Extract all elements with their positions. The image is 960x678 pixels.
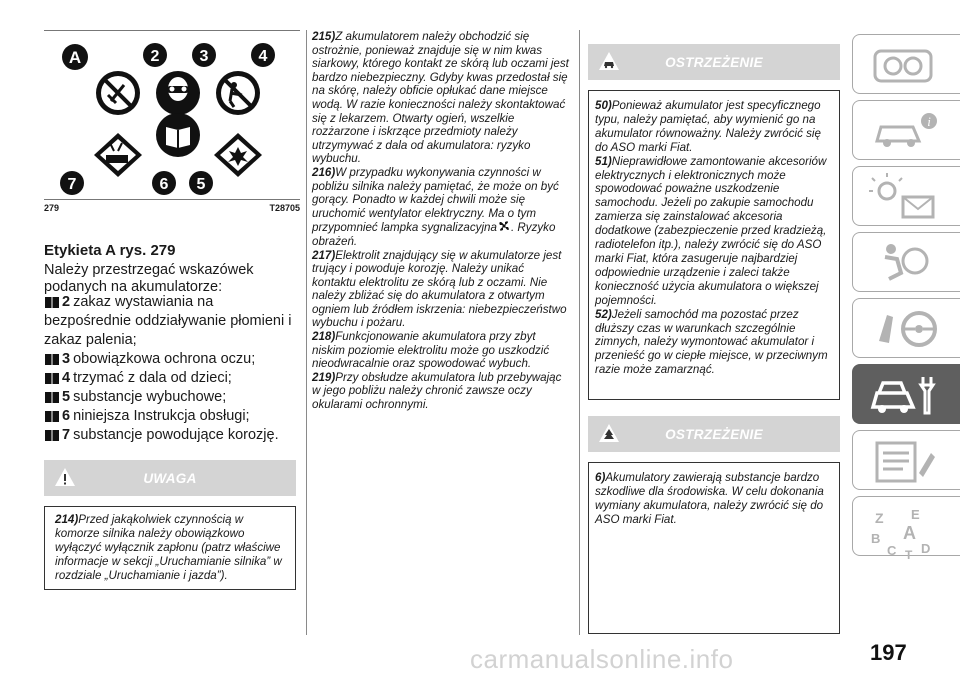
badge-2 — [143, 43, 167, 67]
column-middle — [312, 30, 570, 412]
svg-text:A: A — [903, 523, 916, 543]
book-icon — [44, 353, 60, 366]
figure-ref: T28705 — [269, 203, 300, 213]
steering-icon — [867, 305, 947, 353]
svg-text:i: i — [927, 114, 931, 129]
tab-steering[interactable] — [852, 298, 960, 358]
svg-text:7: 7 — [67, 176, 77, 193]
svg-text:2: 2 — [150, 48, 160, 65]
explosive-icon — [214, 133, 262, 177]
note-216: 216)W przypadku wykonywania czynności w pobliżu silnika należy pamiętać, że może on być gorący. Ponadto w każdej chwili może się uruchomić wentylator elektryczny. Ma o tym przypomnieć lampka sygnalizacyjna . Ryzyko obrażeń. — [312, 165, 559, 248]
tab-warning-lights[interactable] — [852, 166, 960, 226]
book-icon — [44, 410, 60, 423]
uwaga-title: UWAGA — [143, 470, 197, 486]
badge-a — [62, 44, 88, 70]
book-icon — [44, 391, 60, 404]
svg-text:E: E — [911, 507, 920, 522]
list-item: 4 trzymać z dala od dzieci; — [44, 369, 300, 388]
list-item-continuation: bezpośrednie oddziaływanie płomieni i zakaz palenia; — [44, 313, 292, 348]
car-warning-icon — [598, 50, 620, 72]
warning1-body: 50)Ponieważ akumulator jest specyficznego typu, należy pamiętać, aby wymienić go na akumulator równoważny. Należy zwrócić się do ASO marki Fiat. 51)Nieprawidłowe zamontowanie akcesoriów elektrycznych i elektronicznych może spowodować poważne uszkodzenie samochodu. Jeżeli po zakupie samochodu zamierza się zainstalować akcesoria dodatkowe (zabezpieczenie przed kradzieżą, radiotelefon itp.), należy zwrócić się do ASO marki Fiat, która zasugeruje najbardziej odpowiednie urządzenie i zaleci także konieczność użycia akumulatora o większej pojemności. 52)Jeżeli samochód ma pozostać przez dłuższy czas w warunkach szczególnie zimnych, należy wymontować akumulator i przenieść go w ciepłe miejsce, w przeciwnym razie może zamarznąć. — [588, 90, 840, 400]
section-title: Etykieta A rys. 279 — [44, 242, 176, 259]
dashboard-icon — [867, 41, 947, 89]
battery-label-illustration — [44, 31, 300, 201]
tab-airbag[interactable] — [852, 232, 960, 292]
car-info-icon — [867, 107, 947, 155]
badge-3 — [192, 43, 216, 67]
book-icon — [44, 372, 60, 385]
svg-text:B: B — [871, 531, 881, 546]
badge-4 — [251, 43, 275, 67]
battery-label-figure — [44, 30, 300, 200]
tab-dashboard[interactable] — [852, 34, 960, 94]
list-item: 7 substancje powodujące korozję. — [44, 426, 300, 445]
section-intro: Należy przestrzegać wskazówek podanych na akumulatorze: — [44, 262, 254, 295]
tab-maintenance[interactable] — [852, 364, 960, 424]
airbag-icon — [867, 239, 947, 287]
figure-number: 279 — [44, 203, 60, 213]
keep-away-children-icon — [216, 71, 260, 115]
page-number: 197 — [870, 640, 907, 665]
column-left — [44, 30, 300, 443]
warning-lights-icon — [867, 173, 947, 221]
specs-icon — [867, 437, 947, 485]
corrosive-icon — [94, 133, 142, 177]
fan-warning-icon — [497, 220, 511, 232]
book-icon — [44, 429, 60, 442]
maintenance-icon — [867, 371, 947, 419]
warning-triangle-icon — [54, 466, 76, 488]
list-item: 2 zakaz wystawiania na — [44, 293, 300, 312]
warning2-body: 6)Akumulatory zawierają substancje bardzo szkodliwe dla środowiska. W celu dokonania wymiany akumulatora, należy zwrócić się do ASO marki Fiat. — [588, 462, 840, 634]
column-divider — [306, 30, 307, 635]
svg-text:A: A — [68, 48, 82, 67]
list-item: 5 substancje wybuchowe; — [44, 388, 300, 407]
warning2-title: OSTRZEŻENIE — [665, 426, 763, 442]
svg-text:5: 5 — [196, 176, 206, 193]
badge-7 — [60, 171, 84, 195]
svg-text:3: 3 — [199, 48, 209, 65]
tab-specs[interactable] — [852, 430, 960, 490]
book-icon — [44, 296, 60, 309]
manual-icon — [156, 113, 200, 157]
note-218: 218)Funkcjonowanie akumulatora przy zbyt niskim poziomie elektrolitu może go uszkodzić nieodwracalnie oraz spowodować wybuch. — [312, 330, 550, 371]
svg-text:T: T — [905, 548, 913, 562]
label-legend-list — [44, 293, 300, 445]
uwaga-header — [44, 460, 296, 496]
badge-6 — [152, 171, 176, 195]
svg-text:4: 4 — [258, 48, 268, 65]
index-icon — [867, 503, 947, 563]
figure-caption — [44, 203, 300, 213]
note-219: 219)Przy obsłudze akumulatora lub przebywając w jego pobliżu należy chronić zawsze oczy okularami ochronnymi. — [312, 370, 562, 412]
note-215: 215)Z akumulatorem należy obchodzić się ostrożnie, ponieważ znajduje się w nim kwas siarkowy, którego kontakt ze skórą lub oczami jest bardzo niebezpieczny. Gdyby kwas przedostał się na skórę, należy obficie opłukać dane miejsce wodą. W razie konieczności należy skontaktować się z lekarzem. Otwarty ogień, wszelkie rozżarzone i iskrzące przedmioty należy utrzymywać z dala od akumulatora: ryzyko wybuchu. — [312, 30, 569, 166]
note-217: 217)Elektrolit znajdujący się w akumulatorze jest trujący i powoduje korozję. Należy unikać kontaktu elektrolitu ze skórą lub z oczami. Nie należy zbliżać się do akumulatora z otwartym ogniem lub źródłem iskrzenia: niebezpieczeństwo wybuchu i pożaru. — [312, 248, 567, 330]
tab-car-info[interactable] — [852, 100, 960, 160]
svg-text:6: 6 — [159, 176, 169, 193]
warning1-title: OSTRZEŻENIE — [665, 54, 763, 70]
svg-text:Z: Z — [875, 510, 884, 526]
eye-protection-icon — [156, 71, 200, 115]
column-divider — [579, 30, 580, 635]
environment-icon — [598, 422, 620, 444]
svg-text:C: C — [887, 543, 897, 558]
tab-index[interactable] — [852, 496, 960, 562]
warning2-header — [588, 416, 840, 452]
list-item: 3 obowiązkowa ochrona oczu; — [44, 350, 300, 369]
watermark: carmanualsonline.info — [470, 644, 734, 674]
warning1-header — [588, 44, 840, 80]
no-flame-icon — [96, 71, 140, 115]
uwaga-body: 214)Przed jakąkolwiek czynnością w komorze silnika należy obowiązkowo wyłączyć wyłącznik zapłonu (patrz właściwe informacje w sekcji „Uruchamianie silnika” w rozdziale „Uruchamianie i jazda”). — [44, 506, 296, 590]
list-item: 6 niniejsza Instrukcja obsługi; — [44, 407, 300, 426]
badge-5 — [189, 171, 213, 195]
svg-text:D: D — [921, 541, 931, 556]
